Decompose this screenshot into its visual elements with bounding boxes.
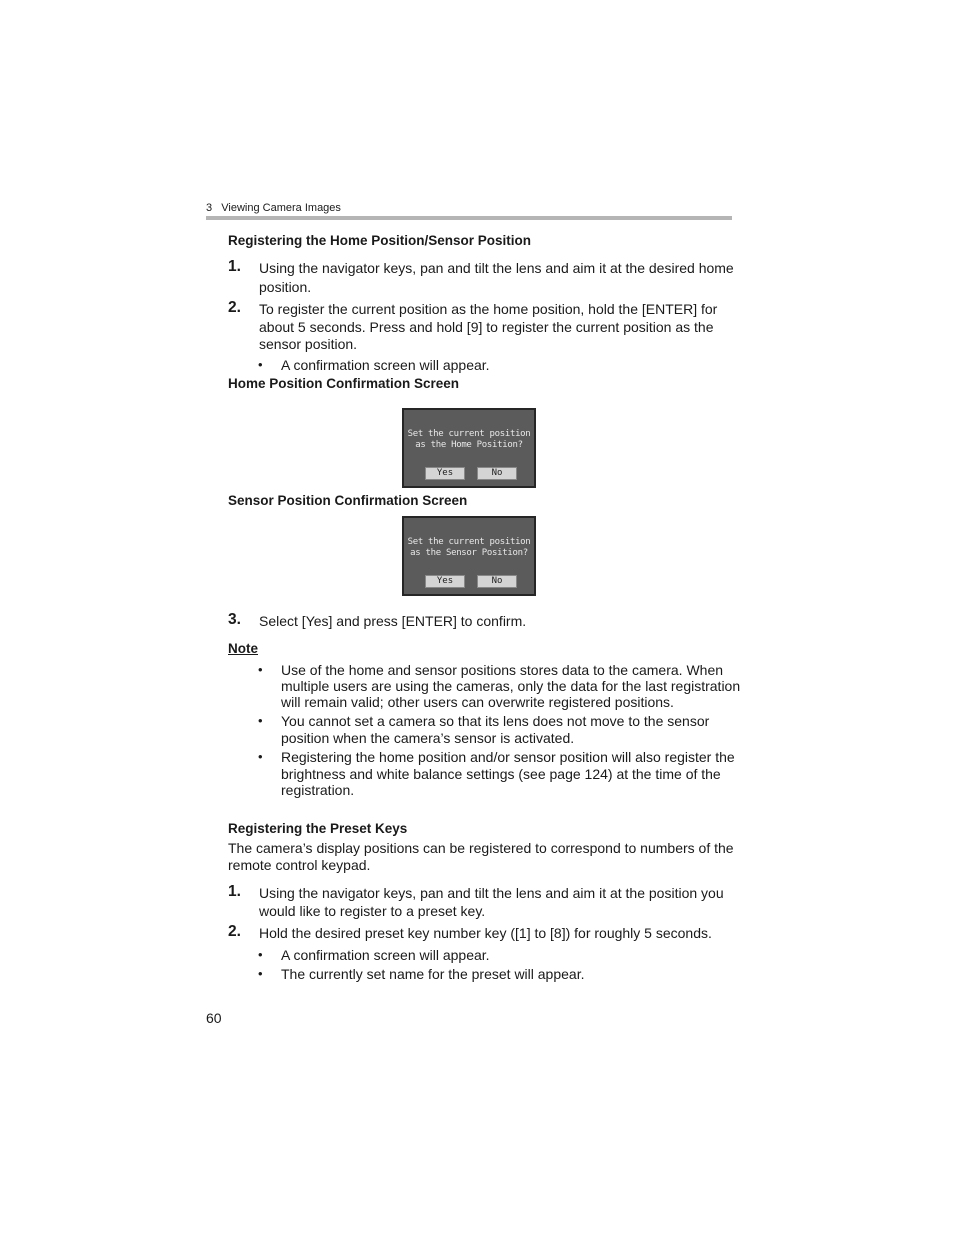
preset-intro-line-2: remote control keypad. bbox=[228, 857, 371, 873]
preset-step-number-2: 2. bbox=[228, 923, 241, 940]
sensor-screen-caption: Sensor Position Confirmation Screen bbox=[228, 493, 468, 508]
bullet-marker: • bbox=[258, 947, 263, 962]
home-confirmation-screen bbox=[402, 408, 536, 488]
step-number-3: 3. bbox=[228, 611, 241, 628]
sensor-screen-line-2: as the Sensor Position? bbox=[410, 548, 528, 558]
step-2-line-3: sensor position. bbox=[259, 336, 358, 352]
running-header: 3 Viewing Camera Images bbox=[206, 202, 341, 214]
preset-intro-line-1: The camera’s display positions can be registered to correspond to numbers of the bbox=[228, 840, 734, 856]
sensor-confirmation-screen bbox=[402, 516, 536, 596]
bullet-marker: • bbox=[258, 357, 263, 372]
step-number-1: 1. bbox=[228, 258, 241, 275]
preset-step-2-text: Hold the desired preset key number key ([1] to [8]) for roughly 5 seconds. bbox=[259, 925, 712, 941]
step-number-2: 2. bbox=[228, 299, 241, 316]
bullet-marker: • bbox=[258, 662, 263, 677]
step-2-line-2: about 5 seconds. Press and hold [9] to register the current position as the bbox=[259, 319, 714, 335]
note-bullet-2-line-1: You cannot set a camera so that its lens does not move to the sensor bbox=[281, 713, 710, 729]
step-3-text: Select [Yes] and press [ENTER] to confirm. bbox=[259, 613, 527, 629]
sensor-screen-line-1: Set the current position bbox=[407, 537, 531, 547]
home-no-button[interactable]: No bbox=[477, 467, 517, 480]
note-bullet-3-line-3: registration. bbox=[281, 782, 355, 798]
bullet-marker: • bbox=[258, 966, 263, 981]
preset-bullet-1: A confirmation screen will appear. bbox=[281, 947, 490, 963]
note-bullet-2-line-2: position when the camera’s sensor is activated. bbox=[281, 730, 575, 746]
step-1-line-1: Using the navigator keys, pan and tilt the lens and aim it at the desired home bbox=[259, 260, 734, 276]
section-heading-preset-keys: Registering the Preset Keys bbox=[228, 821, 408, 836]
home-yes-button[interactable]: Yes bbox=[425, 467, 465, 480]
note-bullet-1-line-3: will remain valid; other users can overwrite registered positions. bbox=[281, 694, 674, 710]
note-bullet-3-line-2: brightness and white balance settings (see page 124) at the time of the bbox=[281, 766, 721, 782]
note-bullet-1-line-1: Use of the home and sensor positions stores data to the camera. When bbox=[281, 662, 724, 678]
home-screen-line-2: as the Home Position? bbox=[415, 440, 523, 450]
section-heading-home-sensor: Registering the Home Position/Sensor Position bbox=[228, 233, 532, 248]
step-2-bullet: A confirmation screen will appear. bbox=[281, 357, 490, 373]
preset-step-number-1: 1. bbox=[228, 883, 241, 900]
note-title: Note bbox=[228, 641, 258, 656]
sensor-yes-button[interactable]: Yes bbox=[425, 575, 465, 588]
home-screen-caption: Home Position Confirmation Screen bbox=[228, 376, 460, 391]
preset-step-1-line-2: would like to register to a preset key. bbox=[259, 903, 486, 919]
page-number: 60 bbox=[206, 1010, 222, 1026]
home-screen-line-1: Set the current position bbox=[407, 429, 531, 439]
bullet-marker: • bbox=[258, 749, 263, 764]
step-1-line-2: position. bbox=[259, 279, 312, 295]
note-bullet-3-line-1: Registering the home position and/or sensor position will also register the bbox=[281, 749, 735, 765]
preset-bullet-2: The currently set name for the preset will appear. bbox=[281, 966, 585, 982]
bullet-marker: • bbox=[258, 713, 263, 728]
note-bullet-1-line-2: multiple users are using the cameras, only the data for the last registration bbox=[281, 678, 741, 694]
step-2-line-1: To register the current position as the home position, hold the [ENTER] for bbox=[259, 301, 718, 317]
sensor-no-button[interactable]: No bbox=[477, 575, 517, 588]
preset-step-1-line-1: Using the navigator keys, pan and tilt the lens and aim it at the position you bbox=[259, 885, 724, 901]
header-rule bbox=[206, 216, 732, 220]
